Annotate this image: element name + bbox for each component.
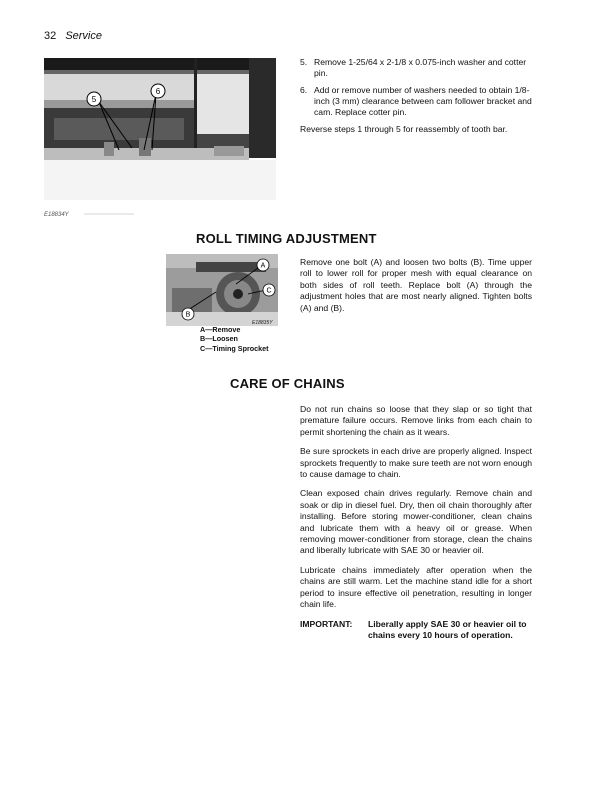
important-label: IMPORTANT: xyxy=(300,618,353,629)
section-title: Service xyxy=(65,30,102,42)
tooth-bar-photo xyxy=(44,58,276,218)
step-number: 6. xyxy=(300,85,308,95)
figure-id: E18835Y xyxy=(252,320,273,326)
procedure-steps xyxy=(300,57,540,135)
callout-5: 5 xyxy=(91,95,97,104)
legend-item: B—Loosen xyxy=(200,334,238,344)
page-number: 32 xyxy=(44,30,57,42)
step-text: Remove 1-25/64 x 2-1/8 x 0.075-inch washer and cotter pin. xyxy=(314,57,527,78)
timing-sprocket-graphic xyxy=(166,254,278,326)
figure-legend xyxy=(200,325,269,353)
legend-item: A—Remove xyxy=(200,325,241,334)
step-text: Add or remove number of washers needed to obtain 1/8-inch (3 mm) clearance between cam follower bracket and cam. Replace cotter pin. xyxy=(314,85,532,117)
legend-item: C—Timing Sprocket xyxy=(200,343,269,353)
callout-b: B xyxy=(185,311,191,319)
care-of-chains-section xyxy=(300,404,532,641)
important-text: Liberally apply SAE 30 or heavier oil to chains every 10 hours of operation. xyxy=(368,618,527,640)
reverse-note: Reverse steps 1 through 5 for reassembly of tooth bar. xyxy=(300,124,508,134)
chains-paragraph: Lubricate chains immediately after operation when the chains are still warm. Let the machine stand idle for a short period to insure effective oil penetration, resulting in longer chain life. xyxy=(300,564,532,610)
roll-timing-text: Remove one bolt (A) and loosen two bolts (B). Time upper roll to lower roll for proper mesh with equal clearance on both sides of roll teeth. Replace bolt (A) through the adjustment holes that are most nearly aligned. Tighten bolts (A) and (B). xyxy=(300,257,532,313)
chains-paragraph: Do not run chains so loose that they slap or so tight that premature failure occurs. Remove links from each chain to permit shortening the chain as it wears. xyxy=(300,404,532,437)
important-note xyxy=(300,619,532,642)
step-number: 5. xyxy=(300,57,308,67)
callout-c: C xyxy=(266,287,272,295)
chains-paragraph: Clean exposed chain drives regularly. Remove chain and soak or dip in diesel fuel. Dry, then oil chain thoroughly after installing. Before storing mower-conditioner, clean chains and lubricate them with a heavy oil or grease. When removing mower-conditioner from storage, clean the chains and liberally lubricate with SAE 30 or heavier oil. xyxy=(300,488,532,556)
step-6 xyxy=(300,85,540,118)
page-header xyxy=(44,30,102,42)
tooth-bar-photo-graphic xyxy=(44,58,276,218)
roll-timing-heading: ROLL TIMING ADJUSTMENT xyxy=(196,231,377,246)
timing-sprocket-photo xyxy=(166,254,278,326)
step-5 xyxy=(300,57,540,79)
chains-paragraph: Be sure sprockets in each drive are properly aligned. Inspect sprockets frequently to make sure teeth are not worn enough to cause damage to chain. xyxy=(300,446,532,480)
care-of-chains-heading: CARE OF CHAINS xyxy=(230,376,345,391)
callout-a: A xyxy=(260,262,266,270)
callout-6: 6 xyxy=(155,87,161,96)
figure-id: E18834Y xyxy=(44,212,69,218)
